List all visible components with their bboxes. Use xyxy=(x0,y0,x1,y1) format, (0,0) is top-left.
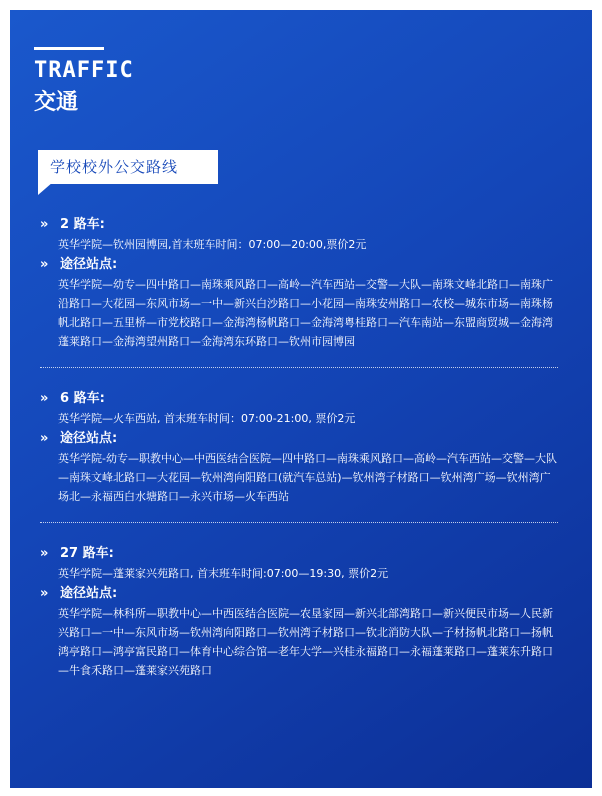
route-info: 英华学院—钦州园博园,首末班车时间：07:00—20:00,票价2元 xyxy=(58,238,367,251)
stops-label: 途径站点: xyxy=(60,257,118,272)
section-tag-tail xyxy=(38,182,53,195)
route-6 xyxy=(40,389,560,523)
poster-page xyxy=(10,10,592,788)
route-header xyxy=(40,389,560,409)
chevron-right-icon: » xyxy=(40,217,47,232)
route-name: 6 路车: xyxy=(60,391,105,406)
stops-label: 途径站点: xyxy=(60,431,118,446)
routes-list xyxy=(40,215,560,680)
dotted-divider xyxy=(40,522,558,523)
chevron-right-icon: » xyxy=(40,586,47,601)
route-info: 英华学院—蓬莱家兴苑路口, 首末班车时间:07:00—19:30, 票价2元 xyxy=(58,567,389,580)
stops-text: 英华学院—幼专—四中路口—南珠乘风路口—高岭—汽车西站—交警—大队—南珠文峰北路口—南珠广沿路口—大花园—东风市场—一中—新兴白沙路口—小花园—南珠安州路口—农校—城东市场—南珠杨帆北路口—五里桥—市党校路口—金海湾杨帆路口—金海湾粤桂路口—汽车南站—东盟商贸城—金海湾蓬莱路口—金海湾望州路口—金海湾东环路口—钦州市园博园 xyxy=(58,278,553,348)
route-2 xyxy=(40,215,560,368)
chevron-right-icon: » xyxy=(40,546,47,561)
title-chinese: 交通 xyxy=(34,90,79,115)
chevron-right-icon: » xyxy=(40,257,47,272)
stops-label: 途径站点: xyxy=(60,586,118,601)
route-info: 英华学院—火车西站, 首末班车时间：07:00-21:00, 票价2元 xyxy=(58,412,356,425)
stops-header xyxy=(40,255,560,275)
route-27 xyxy=(40,544,560,680)
route-header xyxy=(40,544,560,564)
stops-header xyxy=(40,429,560,449)
chevron-right-icon: » xyxy=(40,431,47,446)
route-name: 27 路车: xyxy=(60,546,114,561)
chevron-right-icon: » xyxy=(40,391,47,406)
route-header xyxy=(40,215,560,235)
stops-text: 英华学院—林科所—职教中心—中西医结合医院—农垦家园—新兴北部湾路口—新兴便民市场—人民新兴路口—一中—东风市场—钦州湾向阳路口—钦州湾子材路口—钦北消防大队—子材扬帆北路口—扬帆鸿亭路口—鸿亭富民路口—体育中心综合馆—老年大学—兴桂永福路口—永福蓬莱路口—蓬莱东升路口—牛食禾路口—蓬莱家兴苑路口 xyxy=(58,607,553,677)
route-name: 2 路车: xyxy=(60,217,105,232)
title-english: TRAFFIC xyxy=(34,58,134,83)
stops-text: 英华学院-幼专—职教中心—中西医结合医院—四中路口—南珠乘风路口—高岭—汽车西站—交警—大队—南珠文峰北路口—大花园—钦州湾向阳路口(就汽车总站)—钦州湾子材路口—钦州湾广场—钦州湾广场北—永福西白水塘路口—永兴市场—火车西站 xyxy=(58,452,557,503)
section-tag: 学校校外公交路线 xyxy=(38,150,218,184)
dotted-divider xyxy=(40,367,558,368)
header-rule xyxy=(34,47,104,50)
stops-header xyxy=(40,584,560,604)
